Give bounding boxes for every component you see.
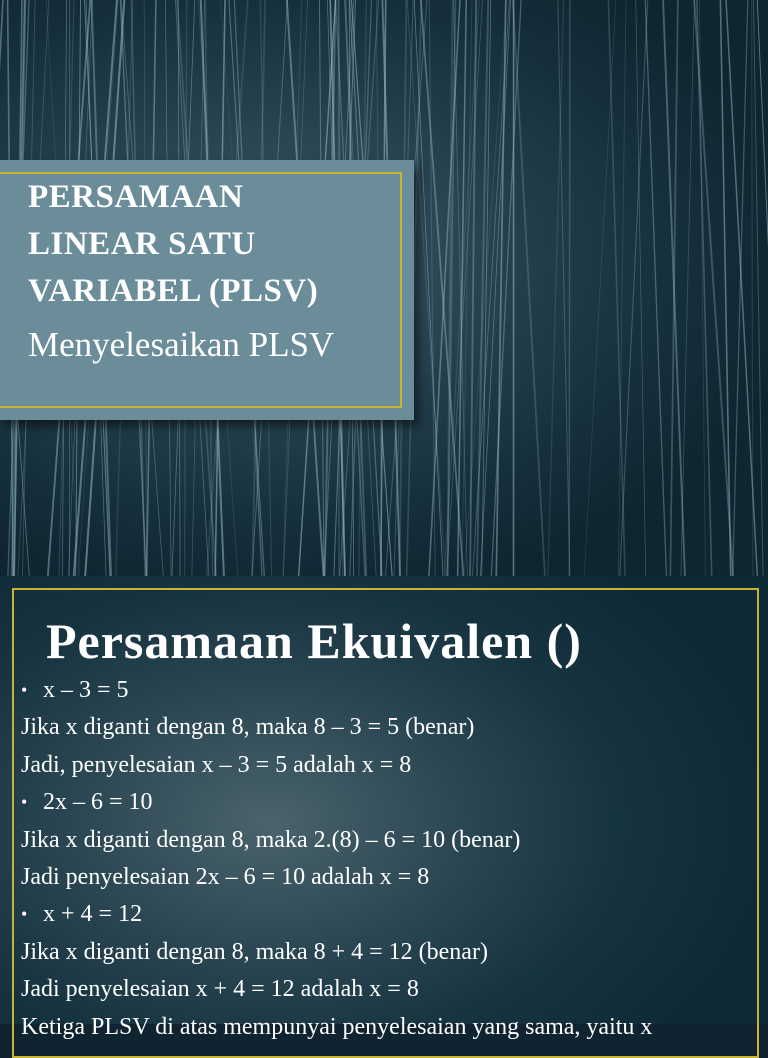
background-line — [512, 0, 545, 586]
background-line — [752, 0, 753, 586]
background-line — [720, 0, 731, 586]
background-line — [608, 0, 625, 586]
background-line — [458, 0, 467, 586]
background-line — [569, 0, 570, 586]
line-text: Ketiga PLSV di atas mempunyai penyelesaian yang sama, yaitu x — [21, 1014, 652, 1040]
line-text: 2x – 6 = 10 — [43, 789, 153, 815]
background-line — [496, 0, 506, 586]
content-slide-title: Persamaan Ekuivalen () — [46, 610, 746, 672]
background-line — [477, 0, 489, 586]
content-slide — [0, 576, 768, 1024]
slide-title-line: PERSAMAAN — [28, 174, 398, 221]
text-line — [21, 971, 761, 1008]
text-line — [21, 1009, 761, 1046]
line-text: Jadi, penyelesaian x – 3 = 5 adalah x = 8 — [21, 752, 411, 778]
line-text: Jadi penyelesaian x + 4 = 12 adalah x = 8 — [21, 976, 419, 1002]
text-line — [21, 709, 761, 746]
bullet-item — [21, 896, 761, 933]
background-line — [429, 0, 435, 586]
background-line — [414, 0, 444, 586]
background-line — [470, 0, 476, 586]
background-line — [753, 0, 763, 586]
line-text: x – 3 = 5 — [43, 677, 129, 703]
bullet-icon: • — [21, 784, 43, 821]
title-box — [0, 160, 414, 420]
line-text: Jika x diganti dengan 8, maka 2.(8) – 6 = 10 (benar) — [21, 827, 520, 853]
background-line — [636, 0, 646, 586]
background-line — [645, 0, 667, 586]
bullet-icon: • — [21, 896, 43, 933]
text-line — [21, 859, 761, 896]
line-text: Jadi penyelesaian 2x – 6 = 10 adalah x = 8 — [21, 864, 429, 890]
bullet-icon: • — [21, 672, 43, 709]
background-line — [670, 0, 678, 586]
content-body — [21, 672, 761, 1046]
bullet-item — [21, 672, 761, 709]
text-line — [21, 934, 761, 971]
slide-title-line: VARIABEL (PLSV) — [28, 268, 398, 315]
background-line — [558, 0, 571, 586]
line-text: Jika x diganti dengan 8, maka 8 + 4 = 12 (benar) — [21, 939, 488, 965]
slide-title — [28, 174, 398, 315]
slide-subtitle: Menyelesaikan PLSV — [28, 323, 398, 367]
text-line — [21, 747, 761, 784]
line-text: Jika x diganti dengan 8, maka 8 – 3 = 5 (benar) — [21, 714, 474, 740]
line-text: x + 4 = 12 — [43, 901, 142, 927]
background-line — [428, 0, 460, 586]
slide-title-line: LINEAR SATU — [28, 221, 398, 268]
background-line — [548, 0, 564, 586]
text-line — [21, 822, 761, 859]
background-line — [732, 0, 748, 586]
bullet-item — [21, 784, 761, 821]
